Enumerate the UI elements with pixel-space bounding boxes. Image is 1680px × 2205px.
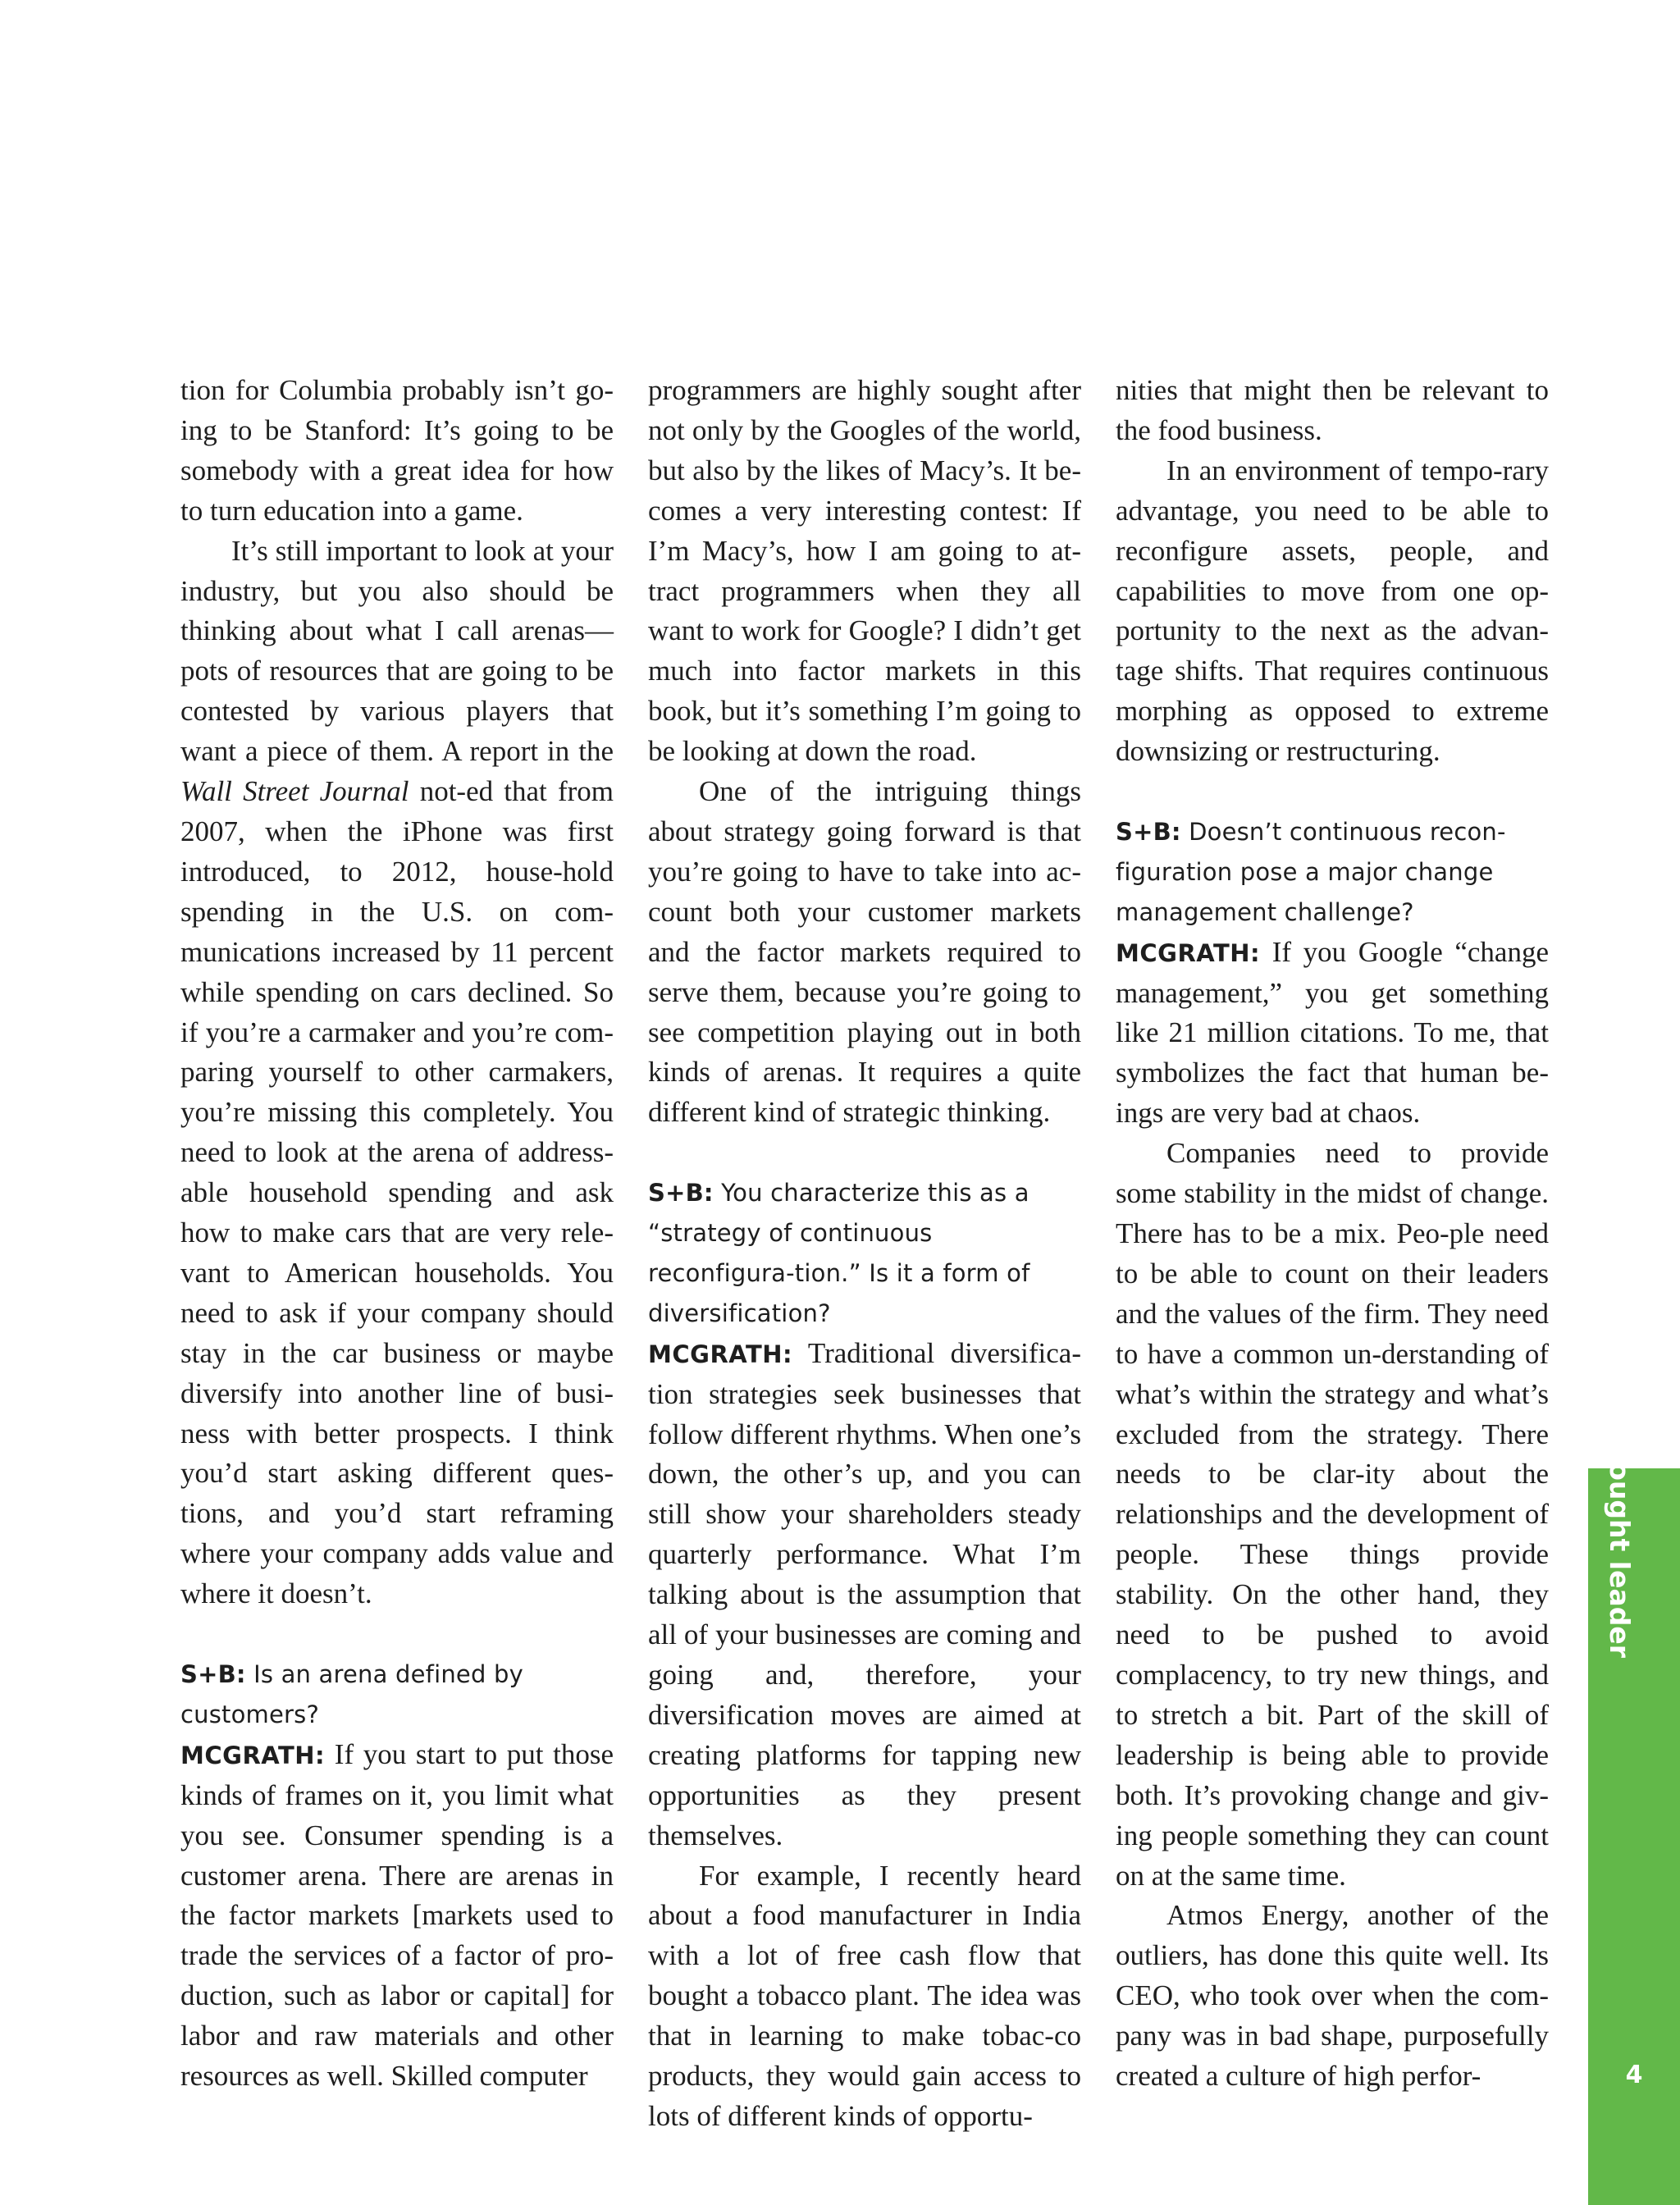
interview-question: S+B: Doesn’t continuous recon-figuration pose a major change management challenge?: [1116, 817, 1506, 926]
section-label: thought leader: [1604, 1429, 1636, 1659]
paragraph: In an environment of tempo-rary advantage, you need to be able to reconfigure assets, people, and capabilities to move from one op-portunity to the next as the advan-tage shifts. That requires continuous morphing as opposed to extreme downsizing or restructuring.: [1116, 454, 1549, 768]
paragraph: One of the intriguing things about strategy going forward is that you’re going to have to take into ac-count both your customer markets and the factor markets required to serve them, because you’re going to see competition playing out in both kinds of arenas. It requires a quite different kind of strategic thinking.: [648, 775, 1081, 1129]
paragraph: programmers are highly sought after not only by the Googles of the world, but also by the likes of Macy’s. It be-comes a very interesting contest: If I’m Macy’s, how I am going to at-tract programmers when they all want to work for Google? I didn’t get much into factor markets in this book, but it’s something I’m going to be looking at down the road.: [648, 374, 1081, 768]
interview-question: S+B: You characterize this as a “strategy of continuous reconfigura-tion.” Is it a form of diversification?: [648, 1179, 1030, 1327]
paragraph: nities that might then be relevant to the food business.: [1116, 374, 1549, 446]
interview-question: S+B: Is an arena defined by customers?: [180, 1659, 523, 1728]
speaker-label: S+B:: [180, 1659, 246, 1688]
speaker-label: MCGRATH:: [180, 1741, 326, 1769]
interview-answer: MCGRATH: If you Google “change management,” you get something like 21 million citations. To me, that symbolizes the fact that human be-ings are very bad at chaos.: [1116, 935, 1549, 1130]
interview-answer: MCGRATH: Traditional diversifica-tion strategies seek businesses that follow different rhythms. When one’s down, the other’s up, and you can still show your shareholders steady quarterly performance. What I’m talking about is the assumption that all of your businesses are coming and going and, therefore, your diversification moves are aimed at creating platforms for tapping new opportunities as they present themselves.: [648, 1336, 1081, 1851]
article-column-1: [180, 371, 614, 2097]
paragraph: For example, I recently heard about a food manufacturer in India with a lot of free cash flow that bought a tobacco plant. The idea was that in learning to make tobac-co products, they would gain access to lots of different kinds of opportu-: [648, 1859, 1081, 2132]
paragraph: tion for Columbia probably isn’t go-ing to be Stanford: It’s going to be somebody with a great idea for how to turn education into a game.: [180, 374, 614, 527]
speaker-label: S+B:: [1116, 817, 1181, 846]
paragraph: Atmos Energy, another of the outliers, has done this quite well. Its CEO, who took over when the com-pany was in bad shape, purposefully created a culture of high perfor-: [1116, 1899, 1549, 2093]
paragraph: It’s still important to look at your industry, but you also should be thinking about what I call arenas—pots of resources that are going to be contested by various players that want a piece of them. A report in the Wall Street Journal not-ed that from 2007, when the iPhone was first introduced, to 2012, house-hold spending in the U.S. on com-munications increased by 11 percent while spending on cars declined. So if you’re a carmaker and you’re com-paring yourself to other carmakers, you’re missing this completely. You need to look at the arena of address-able household spending and ask how to make cars that are very rele-vant to American households. You need to ask if your company should stay in the car business or maybe diversify into another line of busi-ness with better prospects. I think you’d start asking different ques-tions, and you’d start reframing where your company adds value and where it doesn’t.: [180, 534, 614, 1610]
article-column-2: [648, 371, 1081, 2137]
article-column-3: [1116, 371, 1549, 2097]
speaker-label: MCGRATH:: [1116, 938, 1261, 967]
publication-title: Wall Street Journal: [180, 775, 409, 808]
page-number: 4: [1625, 2061, 1643, 2089]
interview-answer: MCGRATH: If you start to put those kinds of frames on it, you limit what you see. Consumer spending is a customer arena. There are arenas in the factor markets [markets used to trade the services of a factor of pro-duction, such as labor or capital] for labor and raw materials and other resources as well. Skilled computer: [180, 1737, 614, 2093]
speaker-label: MCGRATH:: [648, 1340, 793, 1368]
paragraph: Companies need to provide some stability in the midst of change. There has to be a mix. Peo-ple need to be able to count on their leaders and the values of the firm. They need to have a common un-derstanding of what’s within the strategy and what’s excluded from the strategy. There needs to be clar-ity about the relationships and the development of people. These things provide stability. On the other hand, they need to be pushed to avoid complacency, to try new things, and to stretch a bit. Part of the skill of leadership is being able to provide both. It’s provoking change and giv-ing people something they can count on at the same time.: [1116, 1137, 1549, 1892]
speaker-label: S+B:: [648, 1179, 714, 1208]
